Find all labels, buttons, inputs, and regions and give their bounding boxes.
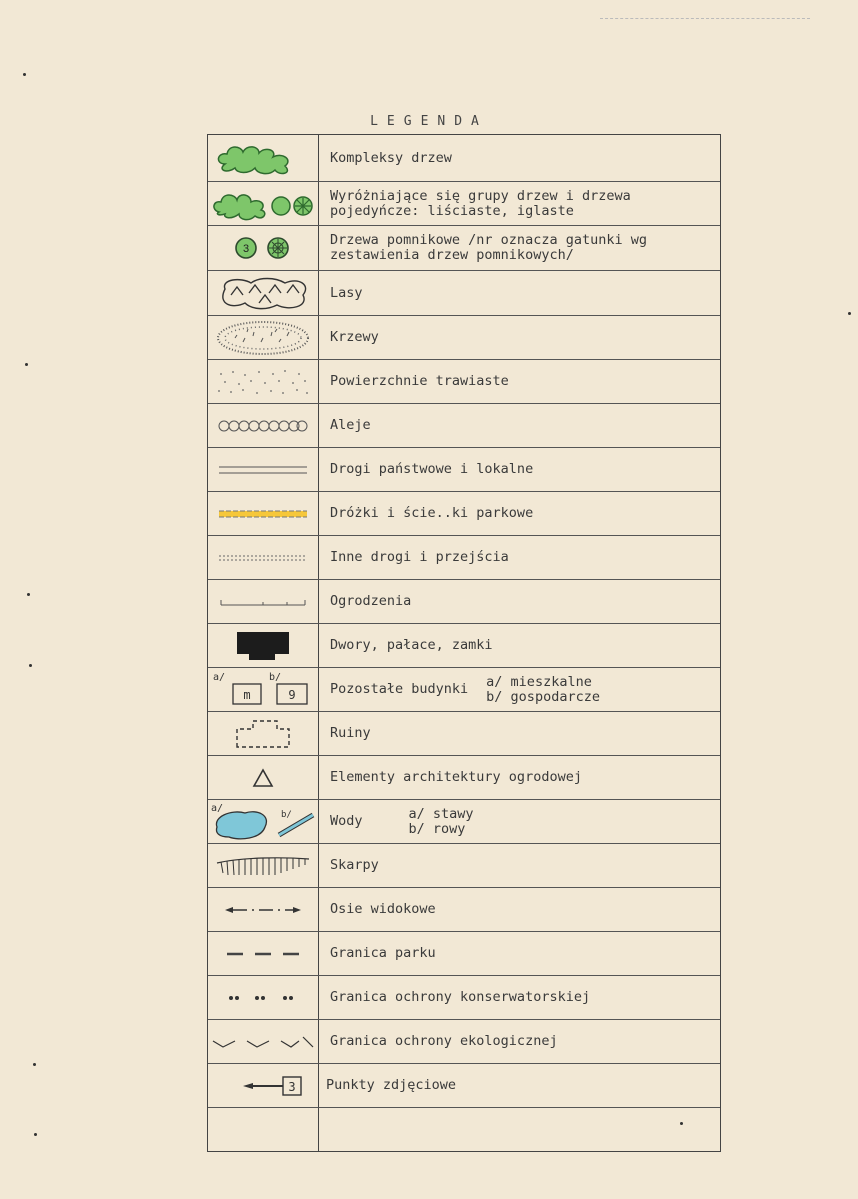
grass-icon: [208, 360, 318, 403]
legend-label: Osie widokowe: [330, 901, 436, 917]
margin-dot: [34, 1133, 37, 1136]
legend-label: Elementy architektury ogrodowej: [330, 769, 582, 785]
legend-row-other-path: [208, 536, 720, 580]
legend-row-view-axis: [208, 888, 720, 932]
variant-b-label: b/: [281, 809, 292, 820]
legend-row-conservation-border: [208, 976, 720, 1020]
photo-point-number: 3: [288, 1079, 296, 1094]
variant-a-label: a/: [213, 671, 226, 683]
legend-row-fence: [208, 580, 720, 624]
escarpment-icon: [208, 844, 318, 887]
shrub-icon: [208, 316, 318, 359]
legend-row-water: [208, 800, 720, 844]
margin-dot: [29, 664, 32, 667]
legend-row-park-border: [208, 932, 720, 976]
margin-dot: [848, 312, 851, 315]
legend-row-empty: [208, 1108, 720, 1151]
view-axis-icon: [208, 888, 318, 931]
conservation-border-icon: [208, 976, 318, 1019]
variant-b-label: b/: [269, 671, 282, 683]
road-icon: [208, 448, 318, 491]
legend-label: Skarpy: [330, 857, 379, 873]
legend-label: Punkty zdjęciowe: [326, 1077, 457, 1093]
ruin-icon: [208, 712, 318, 755]
legend-label: Inne drogi i przejścia: [330, 549, 509, 565]
alley-icon: [208, 404, 318, 447]
monument-tree-icon: [208, 226, 318, 270]
photo-point-icon: [208, 1064, 318, 1107]
legend-row-road: [208, 448, 720, 492]
farm-building-number: 9: [288, 687, 296, 702]
margin-dot: [27, 593, 30, 596]
monument-tree-number: 3: [242, 243, 250, 255]
legend-label: Granica parku: [330, 945, 436, 961]
empty-icon: [208, 1108, 318, 1151]
residential-building-letter: m: [243, 687, 251, 702]
park-border-icon: [208, 932, 318, 975]
legend-row-tree-group: [208, 182, 720, 226]
legend-label: Drzewa pomnikowe /nr oznacza gatunki wg zestawienia drzew pomnikowych/: [330, 232, 647, 263]
legend-label: Kompleksy drzew: [330, 149, 452, 166]
legend-label: Granica ochrony ekologicznej: [330, 1033, 558, 1049]
triangle-icon: [208, 756, 318, 799]
legend-row-alley: [208, 404, 720, 448]
legend-label: Krzewy: [330, 329, 379, 345]
park-path-icon: [208, 492, 318, 535]
variant-a-label: a/: [211, 802, 224, 814]
legend-label: Wyróżniające się grupy drzew i drzewa pojedyńcze: liściaste, iglaste: [330, 187, 631, 219]
ecological-border-icon: [208, 1020, 318, 1063]
tree-complex-icon: [208, 135, 318, 181]
legend-title: LEGENDA: [370, 114, 488, 129]
legend-label: Ogrodzenia: [330, 593, 412, 609]
legend-sublabel: a/ stawy b/ rowy: [408, 805, 474, 837]
legend-row-tree-complex: [208, 135, 720, 182]
legend-row-monument-tree: [208, 226, 720, 271]
legend-label: Granica ochrony konserwatorskiej: [330, 989, 591, 1005]
legend-label: Ruiny: [330, 725, 371, 741]
legend-label: Aleje: [330, 417, 371, 433]
margin-dot: [33, 1063, 36, 1066]
legend-row-park-path: [208, 492, 720, 536]
legend-row-ecological-border: [208, 1020, 720, 1064]
legend-row-building: [208, 668, 720, 712]
legend-row-grass: [208, 360, 720, 404]
scan-artifact-line: [600, 18, 810, 19]
legend-row-forest: [208, 271, 720, 316]
legend-label: Pozostałe budynki: [330, 681, 469, 697]
legend-label: Lasy: [330, 284, 363, 301]
legend-label: Dwory, pałace, zamki: [330, 637, 493, 653]
legend-row-garden-architecture: [208, 756, 720, 800]
forest-icon: [208, 271, 318, 315]
legend-label: Wody: [330, 813, 363, 829]
water-icon: [208, 800, 318, 843]
legend-row-manor: [208, 624, 720, 668]
fence-icon: [208, 580, 318, 623]
manor-icon: [208, 624, 318, 667]
legend-row-escarpment: [208, 844, 720, 888]
legend-label: Dróżki i ście..ki parkowe: [330, 505, 534, 521]
legend-label: Drogi państwowe i lokalne: [330, 461, 534, 477]
legend-table: [207, 134, 721, 1152]
other-path-icon: [208, 536, 318, 579]
tree-group-icon: [208, 182, 318, 225]
margin-dot: [23, 73, 26, 76]
margin-dot: [25, 363, 28, 366]
legend-sublabel: a/ mieszkalne b/ gospodarcze: [486, 673, 600, 705]
legend-row-shrub: [208, 316, 720, 360]
legend-label: Powierzchnie trawiaste: [330, 373, 509, 389]
legend-row-photo-point: [208, 1064, 720, 1108]
building-icon: [208, 668, 318, 711]
legend-row-ruin: [208, 712, 720, 756]
